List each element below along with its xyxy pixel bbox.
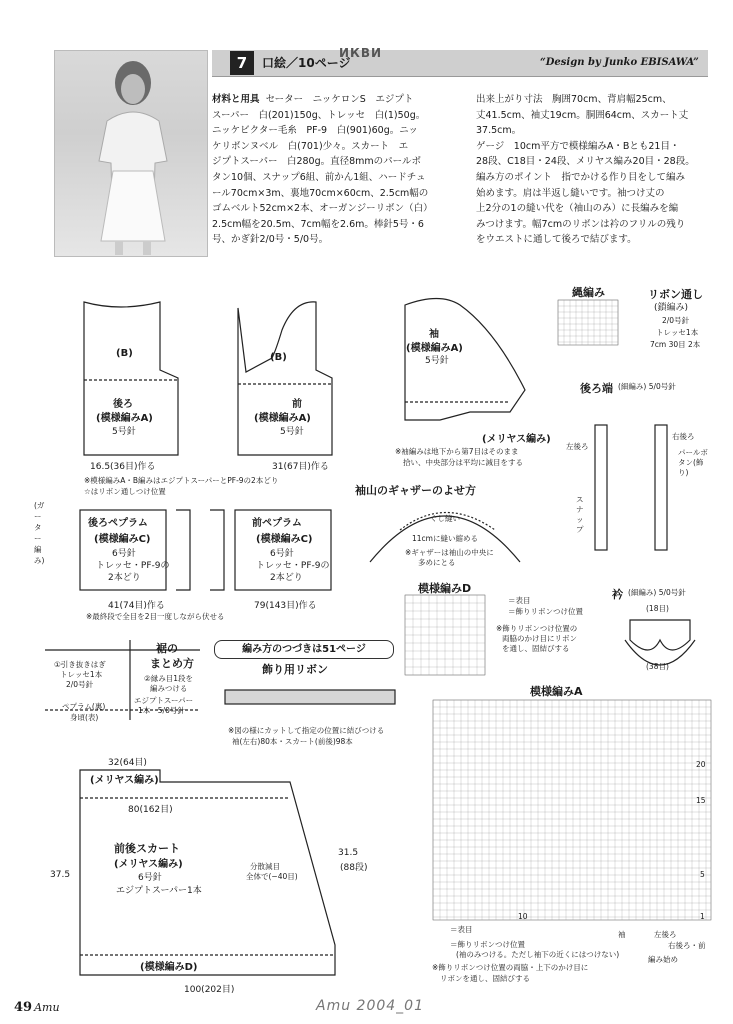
pattern-a-grid	[433, 700, 711, 920]
materials-line-4: ジプトスーパー 白280g。直径8mmのパールボ	[212, 156, 421, 168]
pattern-a-start: 編み始め	[648, 955, 678, 964]
garter-label: (ガーター編み)	[34, 501, 45, 565]
peplum-width-1: 41(74目)作る	[108, 601, 165, 611]
pattern-d-title: 模様編みD	[418, 582, 472, 595]
back-width: 16.5(36目)作る	[90, 462, 156, 472]
gather-title: 袖山のギャザーのよせ方	[355, 484, 476, 497]
back-edge-title: 後ろ端	[580, 382, 613, 395]
pattern-d-note-1: ※飾りリボンつけ位置の	[496, 624, 578, 633]
page-footer	[14, 1000, 60, 1015]
peplum-back-needle: 6号針	[112, 549, 136, 559]
ribbon-pass-title: リボン通し	[648, 288, 703, 301]
section-number: 7	[230, 51, 254, 75]
back-b-label: (B)	[116, 348, 133, 359]
pattern-d-key-2: ＝飾りリボンつけ位置	[508, 607, 583, 616]
ribbon-pass-sub: (鎖編み)	[654, 303, 689, 313]
peplum-back-title: 後ろペプラム	[88, 518, 148, 529]
materials-line-5: タン10個、スナップ6組、前かん1組、ハードチュ	[212, 171, 426, 183]
front-title: 前	[292, 399, 302, 410]
materials-line-9: 号、かぎ針2/0号・5/0号。	[212, 234, 329, 246]
section-title: 口絵／10ページ	[262, 56, 351, 70]
ribbon-pass-3: 7cm 30目 2本	[650, 340, 701, 349]
ribbon-pass-1: 2/0号針	[662, 316, 690, 325]
peplum-front-needle: 6号針	[270, 549, 294, 559]
skirt-title: 前後スカート	[114, 842, 180, 855]
hem-2: トレッセ1本	[60, 670, 103, 679]
ribbon-shape	[225, 690, 395, 704]
skirt-height-2: 31.5	[338, 848, 359, 858]
materials-line-3: ケリボンヌベル 白(701)少々。スカート エ	[212, 140, 409, 152]
skirt-subtitle: (メリヤス編み)	[114, 859, 183, 870]
peplum-front-yarn: トレッセ・PF-9の	[256, 561, 330, 571]
pattern-d-note-2: 両脇のかけ目にリボン	[502, 634, 577, 643]
peplum-front-title: 前ペプラム	[252, 518, 302, 529]
skirt-decrease: 分散減目	[250, 862, 280, 871]
materials-line-2: ニッケビクター毛糸 PF-9 白(901)60g。ニッ	[212, 125, 418, 137]
pattern-a-key-1: ＝表目	[450, 925, 473, 934]
hem-9: 身頃(表)	[70, 713, 99, 722]
materials-heading: 材料と用具	[212, 94, 260, 105]
peplum-back-yarn: トレッセ・PF-9の	[96, 561, 170, 571]
pattern-a-key-3: (袖のみつける。ただし袖下の近くにはつけない)	[456, 950, 620, 959]
hem-8: ペプラム(裏)	[62, 702, 106, 711]
peplum-back-yarn2: 2本どり	[108, 573, 141, 583]
peplum-front-sub: (模様編みC)	[256, 534, 313, 545]
collar-sub: (細編み) 5/0号針	[628, 588, 686, 597]
watermark-bottom: Amu 2004_01	[316, 998, 424, 1014]
finished-line-5: 編み方のポイント 指でかける作り目をして編み	[476, 171, 686, 183]
peplum-note: ※最終段で全目を2目一度しながら伏せる	[86, 612, 225, 621]
left-back-edge-strip	[595, 425, 607, 550]
skirt-height-3: (88段)	[340, 863, 368, 873]
hem-title: 裾の	[156, 642, 178, 655]
finished-line-6: 始めます。肩は半返し縫いです。袖つけ丈の	[476, 187, 665, 199]
skirt-top-label: (メリヤス編み)	[90, 775, 159, 786]
pattern-d-note-3: を通し、固結びする	[502, 644, 570, 653]
pattern-a-col-10: 10	[518, 912, 528, 921]
front-b-label: (B)	[270, 352, 287, 363]
finished-line-9: をウエストに通して後ろで結びます。	[476, 234, 637, 246]
sleeve-stockinette: (メリヤス編み)	[482, 434, 551, 445]
collar-18: (18目)	[646, 604, 669, 613]
pattern-d-key-1: ＝表目	[508, 596, 531, 605]
watermark-top: ИКВИ	[339, 46, 383, 60]
back-edge-button: パールボタン(飾り)	[678, 448, 708, 477]
pattern-a-key-2: ＝飾りリボンつけ位置	[450, 940, 525, 949]
designer-credit: “Design by Junko EBISAWA”	[540, 57, 699, 68]
pattern-a-note-1: ※飾りリボンつけ位置の両脇・上下のかけ目に	[432, 963, 589, 972]
hem-3: 2/0号針	[66, 680, 94, 689]
back-title: 後ろ	[113, 399, 133, 410]
sleeve-note-1: ※袖編みは地下から第7目はそのまま	[395, 447, 519, 456]
back-edge-right: 右後ろ	[672, 432, 695, 441]
hem-4: ②縁み目1段を	[144, 674, 193, 683]
pattern-a-note-2: リボンを通し、固結びする	[440, 974, 530, 983]
front-needle: 5号針	[280, 427, 304, 437]
materials-line-6: ール70cm×3m、裏地70cm×60cm、2.5cm幅の	[212, 187, 429, 199]
collar-outline	[630, 620, 690, 650]
finished-line-1: 丈41.5cm、袖丈19cm。胴囲64cm、スカート丈	[476, 109, 689, 121]
skirt-decrease-2: 全体で(−40目)	[246, 872, 298, 881]
pattern-a-row-15: 15	[696, 796, 706, 805]
front-width: 31(67目)作る	[272, 462, 329, 472]
pattern-a-left: 左後ろ	[654, 930, 677, 939]
ribbon-note-2: 袖(左右)80本・スカート(前後)98本	[232, 737, 353, 746]
pattern-a-sleeve: 袖	[618, 930, 626, 939]
pattern-a-row-20: 20	[696, 760, 706, 769]
materials-line-0: 材料と用具 セーター ニッケロンS エジプト	[212, 94, 414, 105]
braid-title: 縄編み	[572, 286, 605, 299]
sleeve-needle: 5号針	[425, 356, 449, 366]
pattern-a-col-1: 1	[700, 912, 705, 921]
back-subtitle: (模様編みA)	[96, 413, 153, 424]
skirt-bottom-label: (模様編みD)	[140, 962, 198, 973]
skirt-yarn: エジプトスーパー1本	[116, 886, 202, 896]
finished-line-8: みつけます。幅7cmのリボンは衿のフリルの残り	[476, 218, 686, 230]
body-note-2: ☆はリボン通しつけ位置	[84, 487, 166, 496]
body-note-1: ※模様編みA・B編みはエジプトスーパーとPF-9の2本どり	[84, 476, 279, 485]
sleeve-note-2: 拾い、中央部分は平均に減目をする	[403, 458, 523, 467]
page-number: 49	[14, 1000, 33, 1015]
gather-c: ※ギャザーは袖山の中央に	[405, 548, 494, 557]
pattern-a-row-5: 5	[700, 870, 705, 879]
hem-5: 編みつける	[150, 684, 188, 693]
finished-line-2: 37.5cm。	[476, 125, 522, 137]
continuation-badge: 編み方のつづきは51ページ	[214, 640, 394, 659]
sleeve-subtitle: (模様編みA)	[406, 343, 463, 354]
peplum-front-yarn2: 2本どり	[270, 573, 303, 583]
pattern-a-title: 模様編みA	[530, 685, 583, 698]
gather-b: 11cmに縫い縮める	[412, 534, 478, 543]
hem-7: 1本 5/0号針	[138, 706, 185, 715]
skirt-needle: 6号針	[138, 873, 162, 883]
collar-title: 衿	[612, 588, 623, 601]
ribbon-note-1: ※図の様にカットして指定の位置に結びつける	[228, 726, 385, 735]
peplum-width-2: 79(143目)作る	[254, 601, 317, 611]
finished-line-4: 28段、C18目・24段、メリヤス編み20目・28段。	[476, 156, 695, 168]
materials-line-8: 2.5cm幅を20.5m、7cm幅を2.6m。棒針5号・6	[212, 218, 424, 230]
hem-6: エジプトスーパー	[134, 696, 194, 705]
back-edge-snap: スナップ	[576, 495, 584, 534]
magazine-name: Amu	[34, 1001, 60, 1014]
gather-a: ぐし縫い	[430, 514, 460, 523]
back-needle: 5号針	[112, 427, 136, 437]
hem-title-2: まとめ方	[150, 657, 194, 670]
pattern-a-right: 右後ろ・前	[668, 941, 706, 950]
hem-1: ①引き抜きはぎ	[54, 660, 106, 669]
materials-line-7: ゴムベルト52cm×2本、オーガンジーリボン（白）	[212, 203, 433, 215]
skirt-height: 37.5	[50, 870, 71, 880]
finished-line-0: 出来上がり寸法 胸囲70cm、背肩幅25cm、	[476, 94, 672, 105]
peplum-back-sub: (模様編みC)	[94, 534, 151, 545]
finished-line-7: 上2分の1の縫い代を（袖山のみ）に長編みを編	[476, 203, 679, 215]
front-subtitle: (模様編みA)	[254, 413, 311, 424]
ribbon-pass-2: トレッセ1本	[656, 328, 699, 337]
skirt-width-3: 100(202目)	[184, 985, 235, 995]
materials-line-1: スーパー 白(201)150g、トレッセ 白(1)50g。	[212, 109, 426, 121]
right-back-edge-strip	[655, 425, 667, 550]
ribbon-title: 飾り用リボン	[262, 663, 328, 676]
skirt-width-2: 80(162目)	[128, 805, 173, 815]
finished-line-3: ゲージ 10cm平方で模様編みA・Bとも21目・	[476, 140, 680, 152]
back-edge-left: 左後ろ	[566, 442, 589, 451]
sleeve-title: 袖	[429, 329, 439, 340]
gather-d: 多めにとる	[418, 558, 456, 567]
collar-38: (38目)	[646, 662, 669, 671]
skirt-width-1: 32(64目)	[108, 758, 147, 768]
back-edge-sub: (細編み) 5/0号針	[618, 382, 676, 391]
